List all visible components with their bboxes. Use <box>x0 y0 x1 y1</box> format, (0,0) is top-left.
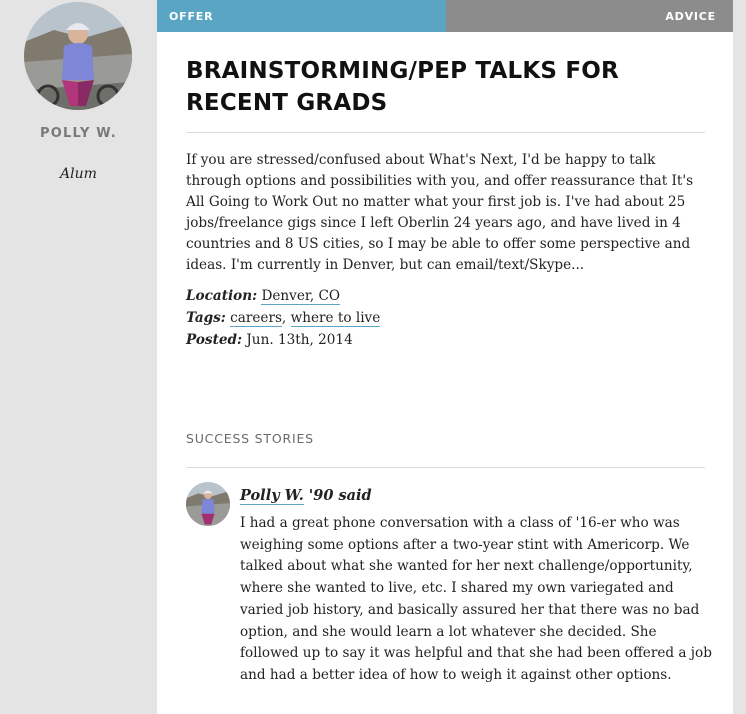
author-photo-icon <box>24 2 132 110</box>
location-label: Location: <box>186 288 258 304</box>
tags-label: Tags: <box>186 310 226 326</box>
story-text: I had a great phone conversation with a class of '16-er who was weighing some options after a two-year stint with Americorp. We talked about what she wanted for her next challenge/opportunity, where she wanted to live, etc. I shared my own variegated and varied job history, and basically assured her that there was no bad option, and she would learn a lot whatever she decided. She followed up to say it was helpful and that she had been offered a job and had a better idea of how to weigh it against other options. <box>240 515 712 683</box>
location-link[interactable]: Denver, CO <box>261 288 341 304</box>
tag-careers-link[interactable]: careers <box>230 310 282 326</box>
author-avatar[interactable] <box>24 2 132 110</box>
category-offer[interactable]: OFFER <box>157 0 446 32</box>
story-header <box>240 487 372 504</box>
posted-row <box>186 330 706 350</box>
post-title: BRAINSTORMING/PEP TALKS FOR RECENT GRADS <box>186 58 619 116</box>
success-divider <box>186 467 705 468</box>
location-row <box>186 286 706 306</box>
title-divider <box>186 132 705 133</box>
posted-label: Posted: <box>186 332 243 348</box>
category-advice[interactable]: ADVICE <box>446 0 733 32</box>
tags-row: Tags: careers, where to live <box>186 310 381 326</box>
post-body: If you are stressed/confused about What's Next, I'd be happy to talk through options and possibilities with you, and offer reassurance that It's All Going to Work Out no matter what your first job is. I've had about 25 jobs/freelance gigs since I left Oberlin 24 years ago, and have lived in 4 countries and 8 US cities, so I may be able to offer some perspective and ideas. I'm currently in Denver, but can email/text/Skype... <box>186 152 694 273</box>
post-card <box>157 0 733 714</box>
tag-where-to-live-link[interactable]: where to live <box>290 310 381 326</box>
posted-date: Jun. 13th, 2014 <box>246 332 353 348</box>
author-role: Alum <box>60 166 97 182</box>
story-avatar[interactable] <box>186 482 230 526</box>
story-author-photo-icon <box>186 482 230 526</box>
story-suffix: '90 said <box>303 487 372 504</box>
story-author-link[interactable]: Polly W. <box>240 487 304 504</box>
success-stories-heading: SUCCESS STORIES <box>186 431 314 446</box>
author-name[interactable]: POLLY W. <box>40 126 117 141</box>
author-sidebar <box>0 0 157 714</box>
